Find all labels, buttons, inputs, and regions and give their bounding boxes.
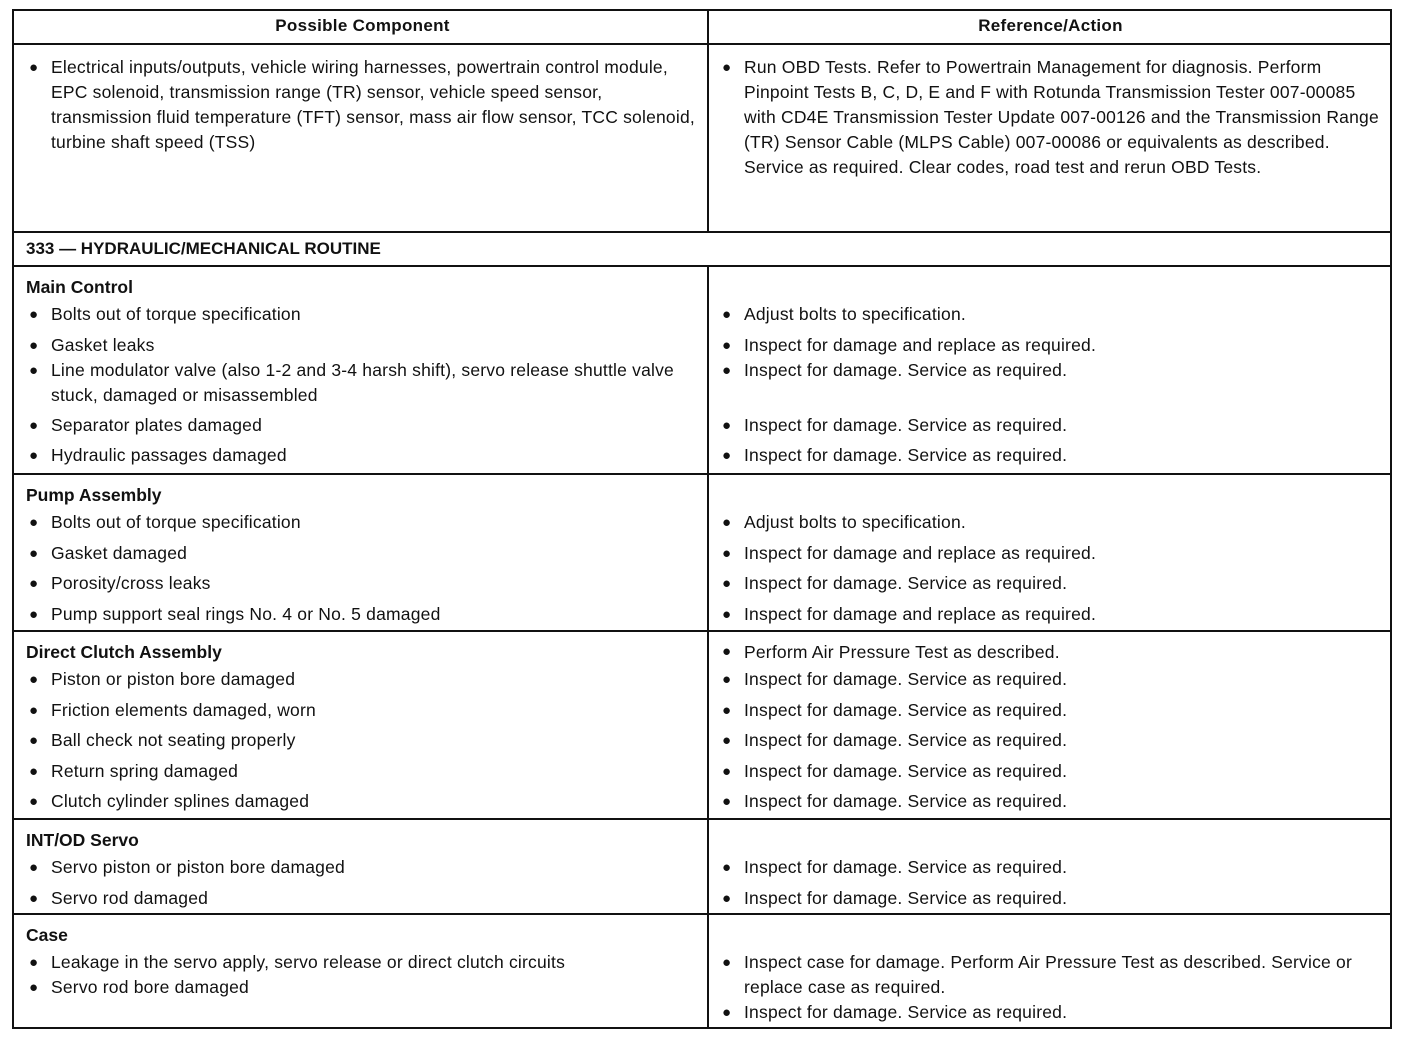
- action-text: Inspect for damage. Service as required.: [744, 791, 1068, 811]
- component-text: Bolts out of torque specification: [51, 512, 301, 532]
- bullet-icon: ●: [722, 514, 732, 531]
- component-text: Friction elements damaged, worn: [51, 699, 316, 720]
- bullet-icon: ●: [29, 336, 39, 354]
- list-item: [719, 333, 1382, 358]
- component-text: Separator plates damaged: [51, 414, 263, 435]
- bullet-icon: ●: [29, 361, 39, 379]
- list-item: [719, 571, 1382, 602]
- bullet-icon: ●: [29, 762, 39, 780]
- action-text: Inspect for damage. Service as required.: [744, 445, 1068, 465]
- component-text: Ball check not seating properly: [51, 730, 296, 750]
- component-text: Leakage in the servo apply, servo release or direct clutch circuits: [51, 952, 566, 972]
- list-item: [719, 358, 1382, 413]
- list-item: [26, 55, 699, 155]
- bullet-icon: ●: [722, 859, 732, 876]
- component-text: Gasket damaged: [51, 542, 188, 563]
- list-item: [26, 333, 699, 358]
- bullet-icon: ●: [722, 306, 732, 323]
- list-item: [26, 571, 699, 602]
- bullet-icon: ●: [722, 732, 732, 749]
- bullet-icon: ●: [29, 59, 39, 76]
- direct-clutch-actions: [709, 632, 1390, 818]
- list-item: [719, 541, 1382, 572]
- action-text: Inspect for damage. Service as required.: [744, 699, 1068, 720]
- int-od-servo-actions: [709, 820, 1390, 913]
- routine-title: 333 — HYDRAULIC/MECHANICAL ROUTINE: [26, 239, 381, 258]
- component-text: Porosity/cross leaks: [51, 573, 211, 593]
- bullet-icon: ●: [29, 447, 39, 464]
- list-item: [26, 855, 699, 886]
- action-text: Perform Air Pressure Test as described.: [744, 642, 1060, 662]
- bullet-icon: ●: [722, 671, 732, 688]
- bullet-icon: ●: [29, 954, 39, 971]
- list-item: [719, 855, 1382, 886]
- bullet-icon: ●: [29, 605, 39, 623]
- section-int-od-servo: [14, 818, 1390, 913]
- bullet-icon: ●: [722, 59, 732, 76]
- list-item: [719, 55, 1382, 180]
- electrical-component-cell: [14, 45, 709, 231]
- bullet-icon: ●: [722, 544, 732, 562]
- pump-assembly-components: [14, 475, 709, 630]
- list-item: [719, 728, 1382, 759]
- bullet-icon: ●: [29, 979, 39, 996]
- action-text: Adjust bolts to specification.: [744, 304, 966, 324]
- section-main-control: [14, 265, 1390, 473]
- case-actions: [709, 915, 1390, 1027]
- section-pump-assembly: [14, 473, 1390, 630]
- bullet-icon: ●: [722, 793, 732, 810]
- main-control-actions: [709, 267, 1390, 473]
- pump-assembly-actions: [709, 475, 1390, 630]
- bullet-icon: ●: [722, 643, 732, 660]
- list-item: [26, 667, 699, 698]
- bullet-icon: ●: [722, 447, 732, 464]
- action-text: Inspect for damage. Service as required.: [744, 887, 1068, 908]
- list-item: [719, 950, 1382, 1000]
- table-header-row: [14, 11, 1390, 43]
- list-item: [26, 443, 699, 468]
- bullet-icon: ●: [29, 544, 39, 562]
- section-title: INT/OD Servo: [26, 830, 139, 850]
- electrical-action-text: Run OBD Tests. Refer to Powertrain Management for diagnosis. Perform Pinpoint Tests B, C, D, E and F with Rotunda Transmission Tester 007-00085 with CD4E Transmission Tester Update 007-00126 and the Transmission Range (TR) Sensor Cable (MLPS Cable) 007-00086 or equivalents as described. Service as required. Clear codes, road test and rerun OBD Tests.: [744, 57, 1379, 177]
- bullet-icon: ●: [722, 416, 732, 434]
- action-text: Inspect for damage. Service as required.: [744, 669, 1068, 689]
- direct-clutch-components: [14, 632, 709, 818]
- action-text: Inspect for damage. Service as required.: [744, 1002, 1068, 1022]
- list-item: [26, 358, 699, 413]
- bullet-icon: ●: [29, 701, 39, 719]
- list-item: [719, 637, 1382, 667]
- action-text: Inspect for damage. Service as required.: [744, 414, 1068, 435]
- action-text: Inspect for damage and replace as required.: [744, 603, 1097, 624]
- bullet-icon: ●: [722, 701, 732, 719]
- action-text: Inspect for damage. Service as required.: [744, 857, 1068, 877]
- bullet-icon: ●: [722, 575, 732, 592]
- component-text: Gasket leaks: [51, 334, 155, 355]
- action-text: Inspect for damage. Service as required.: [744, 573, 1068, 593]
- list-item: [719, 302, 1382, 333]
- electrical-component-text: Electrical inputs/outputs, vehicle wiring harnesses, powertrain control module, EPC solenoid, transmission range (TR) sensor, vehicle speed sensor, transmission fluid temperature (TFT) sensor, mass air flow sensor, TCC solenoid, turbine shaft speed (TSS): [51, 57, 695, 152]
- component-text: Piston or piston bore damaged: [51, 669, 296, 689]
- component-text: Bolts out of torque specification: [51, 304, 301, 324]
- bullet-icon: ●: [29, 889, 39, 907]
- component-text: Pump support seal rings No. 4 or No. 5 damaged: [51, 603, 441, 624]
- list-item: [719, 789, 1382, 814]
- action-text: Inspect for damage. Service as required.: [744, 730, 1068, 750]
- bullet-icon: ●: [722, 361, 732, 379]
- component-text: Servo rod damaged: [51, 887, 209, 908]
- action-text: Inspect for damage. Service as required.: [744, 359, 1068, 380]
- list-item: [26, 975, 699, 1000]
- list-item: [26, 728, 699, 759]
- electrical-action-cell: [709, 45, 1390, 231]
- component-text: Line modulator valve (also 1-2 and 3-4 harsh shift), servo release shuttle valve stuck, damaged or misassembled: [51, 359, 674, 405]
- bullet-icon: ●: [722, 889, 732, 907]
- bullet-icon: ●: [29, 671, 39, 688]
- list-item: [719, 698, 1382, 729]
- bullet-icon: ●: [29, 859, 39, 876]
- bullet-icon: ●: [29, 793, 39, 810]
- list-item: [719, 443, 1382, 468]
- int-od-servo-components: [14, 820, 709, 913]
- bullet-icon: ●: [29, 306, 39, 323]
- list-item: [26, 789, 699, 814]
- action-text: Inspect case for damage. Perform Air Pressure Test as described. Service or replace case as required.: [744, 952, 1352, 997]
- list-item: [719, 667, 1382, 698]
- component-text: Hydraulic passages damaged: [51, 445, 287, 465]
- action-text: Inspect for damage. Service as required.: [744, 760, 1068, 781]
- bullet-icon: ●: [29, 416, 39, 434]
- section-title: Pump Assembly: [26, 485, 162, 505]
- list-item: [719, 759, 1382, 790]
- component-text: Servo rod bore damaged: [51, 977, 249, 997]
- diagnosis-table: [12, 9, 1392, 1029]
- bullet-icon: ●: [29, 575, 39, 592]
- component-text: Servo piston or piston bore damaged: [51, 857, 345, 877]
- action-text: Adjust bolts to specification.: [744, 512, 966, 532]
- title-spacer: [719, 825, 1382, 855]
- list-item: [26, 510, 699, 541]
- list-item: [719, 886, 1382, 911]
- bullet-icon: ●: [722, 762, 732, 780]
- bullet-icon: ●: [722, 605, 732, 623]
- list-item: [719, 413, 1382, 444]
- header-reference-action: Reference/Action: [978, 16, 1123, 35]
- section-title: Main Control: [26, 277, 133, 297]
- action-text: Inspect for damage and replace as required.: [744, 542, 1097, 563]
- list-item: [719, 1000, 1382, 1025]
- bullet-icon: ●: [722, 954, 732, 971]
- list-item: [719, 510, 1382, 541]
- action-text: Inspect for damage and replace as required.: [744, 334, 1097, 355]
- title-spacer: [719, 272, 1382, 302]
- component-text: Clutch cylinder splines damaged: [51, 791, 310, 811]
- list-item: [26, 602, 699, 627]
- section-title: Case: [26, 925, 68, 945]
- list-item: [719, 602, 1382, 627]
- section-direct-clutch: [14, 630, 1390, 818]
- list-item: [26, 886, 699, 911]
- title-spacer: [719, 920, 1382, 950]
- section-case: [14, 913, 1390, 1027]
- section-title: Direct Clutch Assembly: [26, 642, 222, 662]
- title-spacer: [719, 480, 1382, 510]
- header-possible-component: Possible Component: [14, 11, 709, 43]
- bullet-icon: ●: [722, 336, 732, 354]
- bullet-icon: ●: [722, 1004, 732, 1021]
- list-item: [26, 759, 699, 790]
- list-item: [26, 413, 699, 444]
- main-control-components: [14, 267, 709, 473]
- list-item: [26, 541, 699, 572]
- list-item: [26, 302, 699, 333]
- bullet-icon: ●: [29, 732, 39, 749]
- bullet-icon: ●: [29, 514, 39, 531]
- routine-title-row: [14, 231, 1390, 265]
- component-text: Return spring damaged: [51, 760, 239, 781]
- list-item: [26, 950, 699, 975]
- table-row-electrical: [14, 43, 1390, 231]
- list-item: [26, 698, 699, 729]
- case-components: [14, 915, 709, 1027]
